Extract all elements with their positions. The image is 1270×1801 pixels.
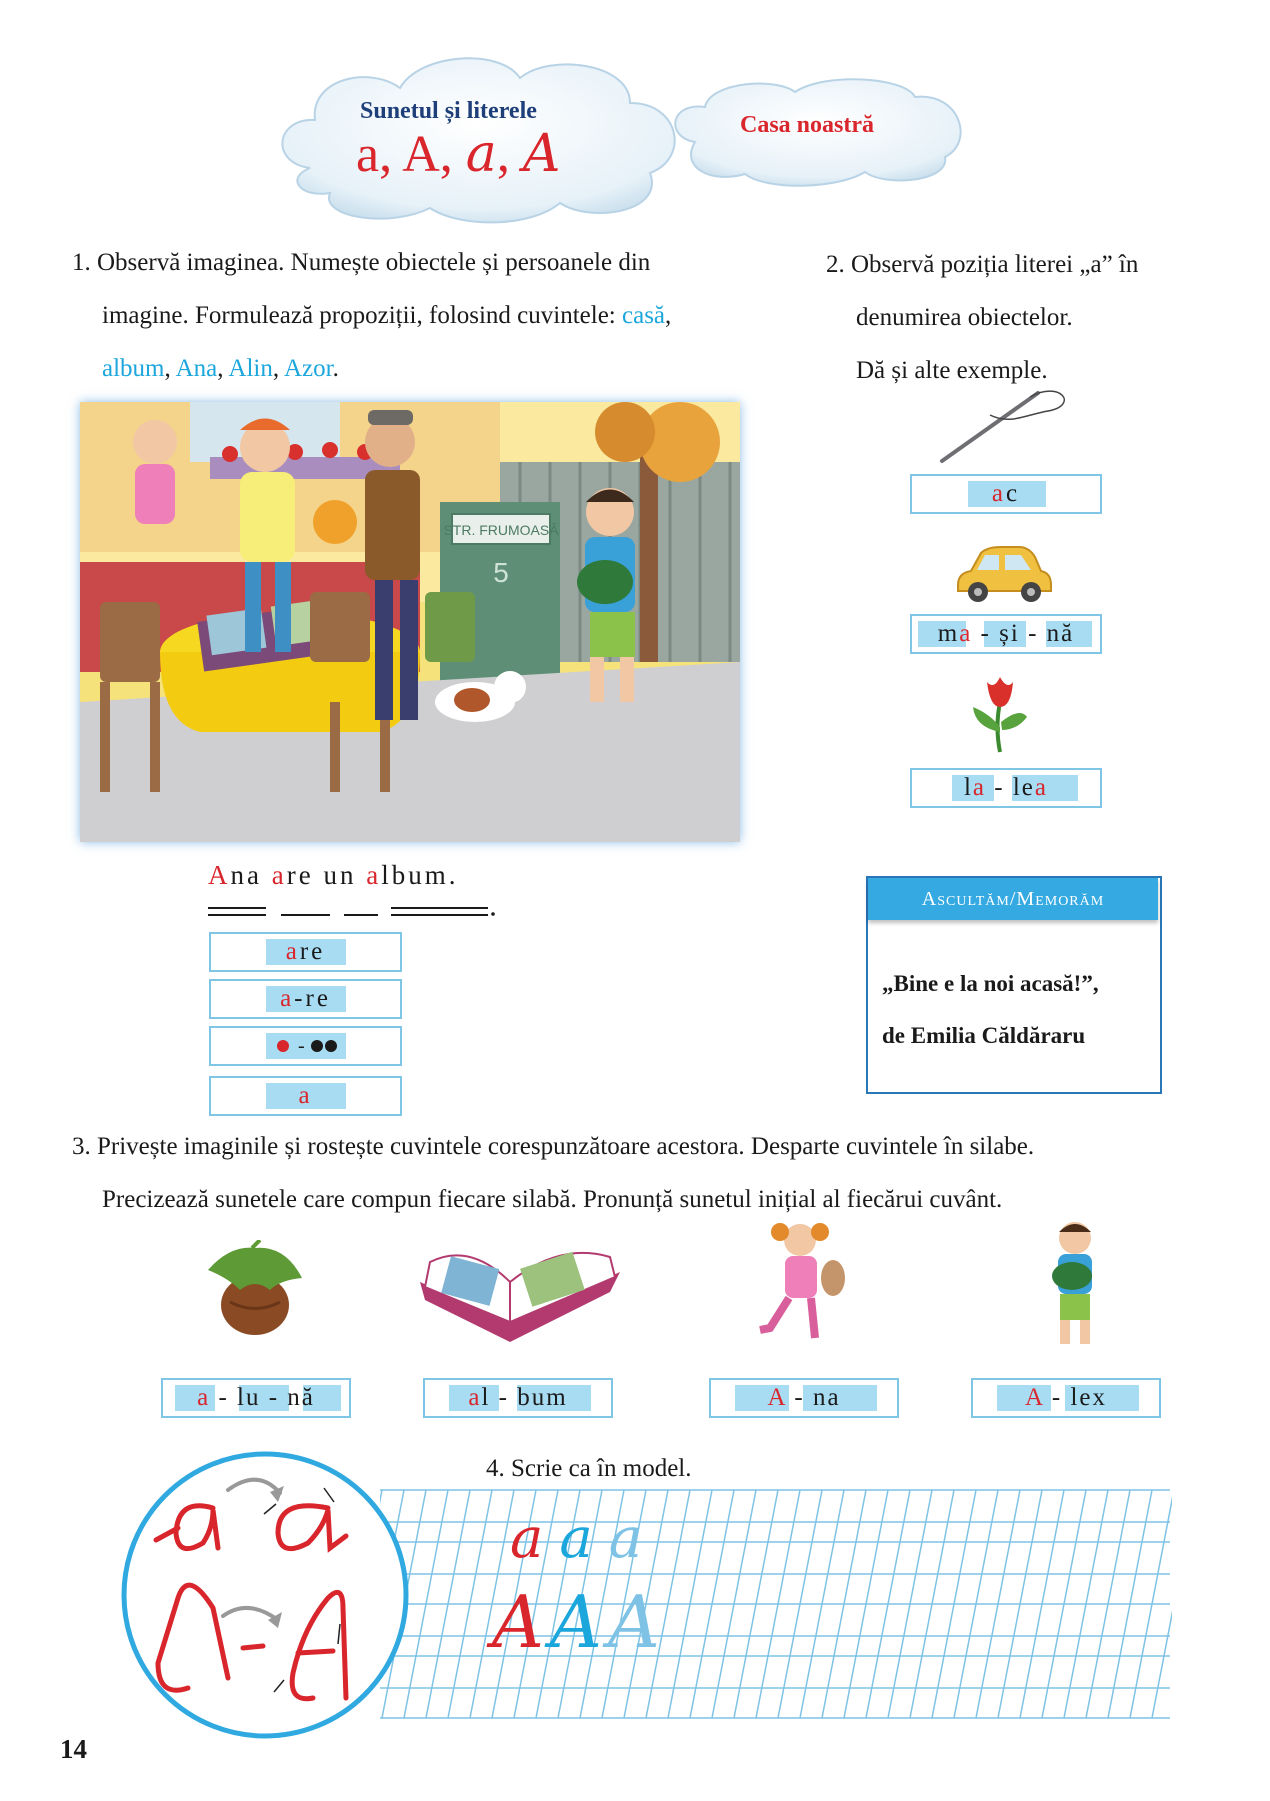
analysis-syllables: [209, 979, 402, 1019]
word-box-aluna: [161, 1378, 351, 1418]
alex-lex: lex: [1070, 1384, 1108, 1411]
word-casa: casă: [622, 302, 666, 329]
grid-slant-line: [426, 1604, 448, 1718]
analysis-sound-a: a: [298, 1082, 313, 1109]
grid-slant-line: [932, 1604, 954, 1718]
task3-line2: Precizează sunetele care compun fiecare silabă. Pronunță sunetul inițial al fiecărui cuvânt.: [102, 1186, 1003, 1213]
girl-icon: [745, 1218, 865, 1348]
grid-slant-line: [998, 1604, 1020, 1718]
sentence-w2-initial: a: [271, 860, 287, 890]
model-A-light: A: [608, 1580, 666, 1664]
sentence-w4-initial: a: [366, 860, 382, 890]
grid-slant-line: [822, 1490, 844, 1604]
grid-slant-line: [1130, 1604, 1152, 1718]
header-subtitle: Sunetul și literele: [360, 98, 537, 124]
word-box-ana: [709, 1378, 899, 1418]
ac-c: c: [1006, 480, 1021, 507]
task1-text: 1. Observă imaginea. Numește obiectele și persoanele din imagine. Formulează propoziții, folosind cuvintele: casă, album, Ana, Alin, Azor.: [72, 249, 672, 382]
letter-stroke-diagram: [118, 1448, 412, 1742]
memo-text: [882, 958, 1099, 1062]
task1-number: 1.: [72, 249, 91, 276]
grid-slant-line: [712, 1604, 734, 1718]
word-box-ac: [910, 474, 1102, 514]
album-icon: [410, 1222, 630, 1347]
analysis-scheme: [209, 1026, 402, 1066]
vowel-dot-2: [325, 1040, 337, 1052]
tulip-icon: [965, 672, 1035, 757]
sentence-w3: un: [323, 860, 357, 890]
letter-print-upper: A: [402, 126, 440, 183]
grid-slant-line: [910, 1604, 932, 1718]
hazelnut-icon: [200, 1240, 310, 1340]
grid-slant-line: [888, 1490, 910, 1604]
task3-number: 3.: [72, 1133, 91, 1160]
grid-slant-line: [866, 1604, 888, 1718]
needle-icon: [930, 385, 1070, 465]
word-ana: Ana: [175, 355, 218, 382]
word-box-masina: [910, 614, 1102, 654]
masina-na: nă: [1046, 620, 1075, 647]
memo-line2: de Emilia Căldăraru: [882, 1023, 1086, 1048]
analysis-sound: [209, 1076, 402, 1116]
analysis-syl-a: a: [280, 985, 295, 1012]
task1-line2: imagine. Formulează propoziții, folosind cuvintele:: [102, 302, 623, 329]
word-alin: Alin: [228, 355, 273, 382]
lesson-title: Casa noastră: [740, 112, 875, 138]
word-box-alex: [971, 1378, 1161, 1418]
grid-slant-line: [1020, 1490, 1042, 1604]
grid-slant-line: [800, 1604, 822, 1718]
model-row-upper: [492, 1580, 666, 1664]
letter-cursive-upper: A: [522, 124, 561, 184]
model-a-red: a: [510, 1506, 560, 1571]
grid-slant-line: [954, 1490, 976, 1604]
task2-number: 2.: [826, 251, 845, 278]
lalea-dash: -: [986, 774, 1013, 801]
grid-slant-line: [734, 1490, 756, 1604]
task2-text: [826, 238, 1246, 397]
grid-slant-line: [756, 1604, 778, 1718]
grid-slant-line: [866, 1490, 888, 1604]
grid-slant-line: [668, 1604, 690, 1718]
word-box-lalea: [910, 768, 1102, 808]
sentence-w1-rest: na: [230, 860, 262, 890]
grid-slant-line: [1064, 1604, 1086, 1718]
word-azor: Azor: [283, 355, 333, 382]
vowel-dot: [277, 1040, 289, 1052]
masina-si: și: [999, 620, 1020, 647]
grid-slant-line: [778, 1490, 800, 1604]
ac-a: a: [991, 480, 1006, 507]
consonant-dot: [311, 1040, 323, 1052]
grid-slant-line: [1152, 1604, 1172, 1718]
grid-slant-line: [668, 1490, 690, 1604]
grid-slant-line: [448, 1604, 470, 1718]
grid-slant-line: [690, 1604, 712, 1718]
alex-a: A: [1024, 1384, 1044, 1411]
masina-dash2: -: [1019, 620, 1047, 647]
grid-slant-line: [1020, 1604, 1042, 1718]
lalea-a1: a: [972, 774, 987, 801]
task4-label: 4. Scrie ca în model.: [486, 1455, 692, 1482]
analysis-syl-rest: -re: [294, 985, 331, 1012]
grid-slant-line: [778, 1604, 800, 1718]
sentence: [208, 860, 458, 891]
letter-print-lower: a: [356, 126, 380, 183]
masina-dash1: -: [972, 620, 1000, 647]
grid-slant-line: [844, 1604, 866, 1718]
grid-slant-line: [448, 1490, 470, 1604]
letter-cursive-lower: a: [465, 124, 497, 184]
model-a-blue: a: [559, 1506, 609, 1571]
grid-slant-line: [976, 1604, 998, 1718]
model-row-lower: [510, 1506, 658, 1571]
task3-text: [72, 1120, 1252, 1226]
album-bum: bum: [517, 1384, 568, 1411]
album-l: l: [481, 1384, 491, 1411]
word-box-album: [423, 1378, 613, 1418]
car-icon: [953, 545, 1053, 605]
grid-slant-line: [690, 1490, 712, 1604]
model-A-blue: A: [550, 1580, 608, 1664]
task2-line1: Observă poziția literei „a” în: [851, 251, 1139, 278]
grid-slant-line: [712, 1490, 734, 1604]
task3-line1: Privește imaginile și rostește cuvintele corespunzătoare acestora. Desparte cuvintele în silabe.: [97, 1133, 1035, 1160]
album-a: a: [468, 1384, 482, 1411]
model-a-light: a: [608, 1506, 659, 1571]
aluna-lu: lu: [237, 1384, 261, 1411]
grid-slant-line: [426, 1490, 448, 1604]
ana-a: A: [767, 1384, 787, 1411]
grid-slant-line: [1086, 1490, 1108, 1604]
street-sign: STR. FRUMOASĂ: [443, 522, 559, 538]
page-number: 14: [60, 1734, 87, 1764]
analysis-word-rest: re: [299, 938, 326, 965]
word-album: album: [102, 355, 165, 382]
aluna-dash2: -: [260, 1384, 288, 1411]
grid-slant-line: [470, 1604, 492, 1718]
grid-slant-line: [910, 1490, 932, 1604]
grid-slant-line: [888, 1604, 910, 1718]
alex-dash: -: [1043, 1384, 1071, 1411]
sentence-scheme: [206, 904, 496, 918]
lalea-l: l: [963, 774, 973, 801]
grid-slant-line: [822, 1604, 844, 1718]
grid-slant-line: [1042, 1490, 1064, 1604]
grid-slant-line: [1152, 1490, 1172, 1604]
memo-line1: „Bine e la noi acasă!”,: [882, 971, 1099, 996]
grid-slant-line: [976, 1490, 998, 1604]
grid-slant-line: [1130, 1490, 1152, 1604]
grid-slant-line: [1086, 1604, 1108, 1718]
masina-m: m: [937, 620, 960, 647]
grid-slant-line: [1042, 1604, 1064, 1718]
analysis-word: [209, 932, 402, 972]
aluna-dash1: -: [210, 1384, 238, 1411]
memo-box: [866, 876, 1162, 1094]
grid-slant-line: [470, 1490, 492, 1604]
grid-slant-line: [932, 1490, 954, 1604]
grid-slant-line: [844, 1490, 866, 1604]
ana-dash: -: [786, 1384, 813, 1411]
sentence-w2-rest: re: [286, 860, 314, 890]
task1-end: .: [332, 355, 339, 382]
masina-a: a: [959, 620, 973, 647]
aluna-na: nă: [287, 1384, 315, 1411]
sentence-end: .: [448, 860, 459, 890]
task1-line1: Observă imaginea. Numește obiectele și persoanele din: [97, 249, 651, 276]
grid-slant-line: [800, 1490, 822, 1604]
model-A-red: A: [492, 1580, 550, 1664]
task2-line2: denumirea obiectelor.: [856, 304, 1073, 331]
header-letters: a, A, a, A: [356, 124, 561, 184]
lalea-a2: a: [1034, 774, 1049, 801]
aluna-a: a: [197, 1384, 211, 1411]
grid-slant-line: [1064, 1490, 1086, 1604]
scheme-dash: -: [298, 1035, 305, 1057]
grid-slant-line: [954, 1604, 976, 1718]
sentence-w4-rest: lbum: [381, 860, 449, 890]
sentence-w1-initial: A: [208, 860, 231, 890]
album-dash: -: [490, 1384, 518, 1411]
task2-line3: Dă și alte exemple.: [856, 357, 1048, 384]
grid-slant-line: [998, 1490, 1020, 1604]
memo-heading: Ascultăm/Memorăm: [868, 878, 1158, 920]
scene-illustration: [80, 402, 740, 842]
lalea-le: le: [1012, 774, 1035, 801]
grid-slant-line: [756, 1490, 778, 1604]
analysis-word-a: a: [285, 938, 300, 965]
ana-na: na: [812, 1384, 841, 1411]
boy-icon: [1030, 1218, 1120, 1348]
grid-slant-line: [734, 1604, 756, 1718]
house-number: 5: [493, 557, 509, 588]
grid-slant-line: [1108, 1604, 1130, 1718]
grid-slant-line: [1108, 1490, 1130, 1604]
